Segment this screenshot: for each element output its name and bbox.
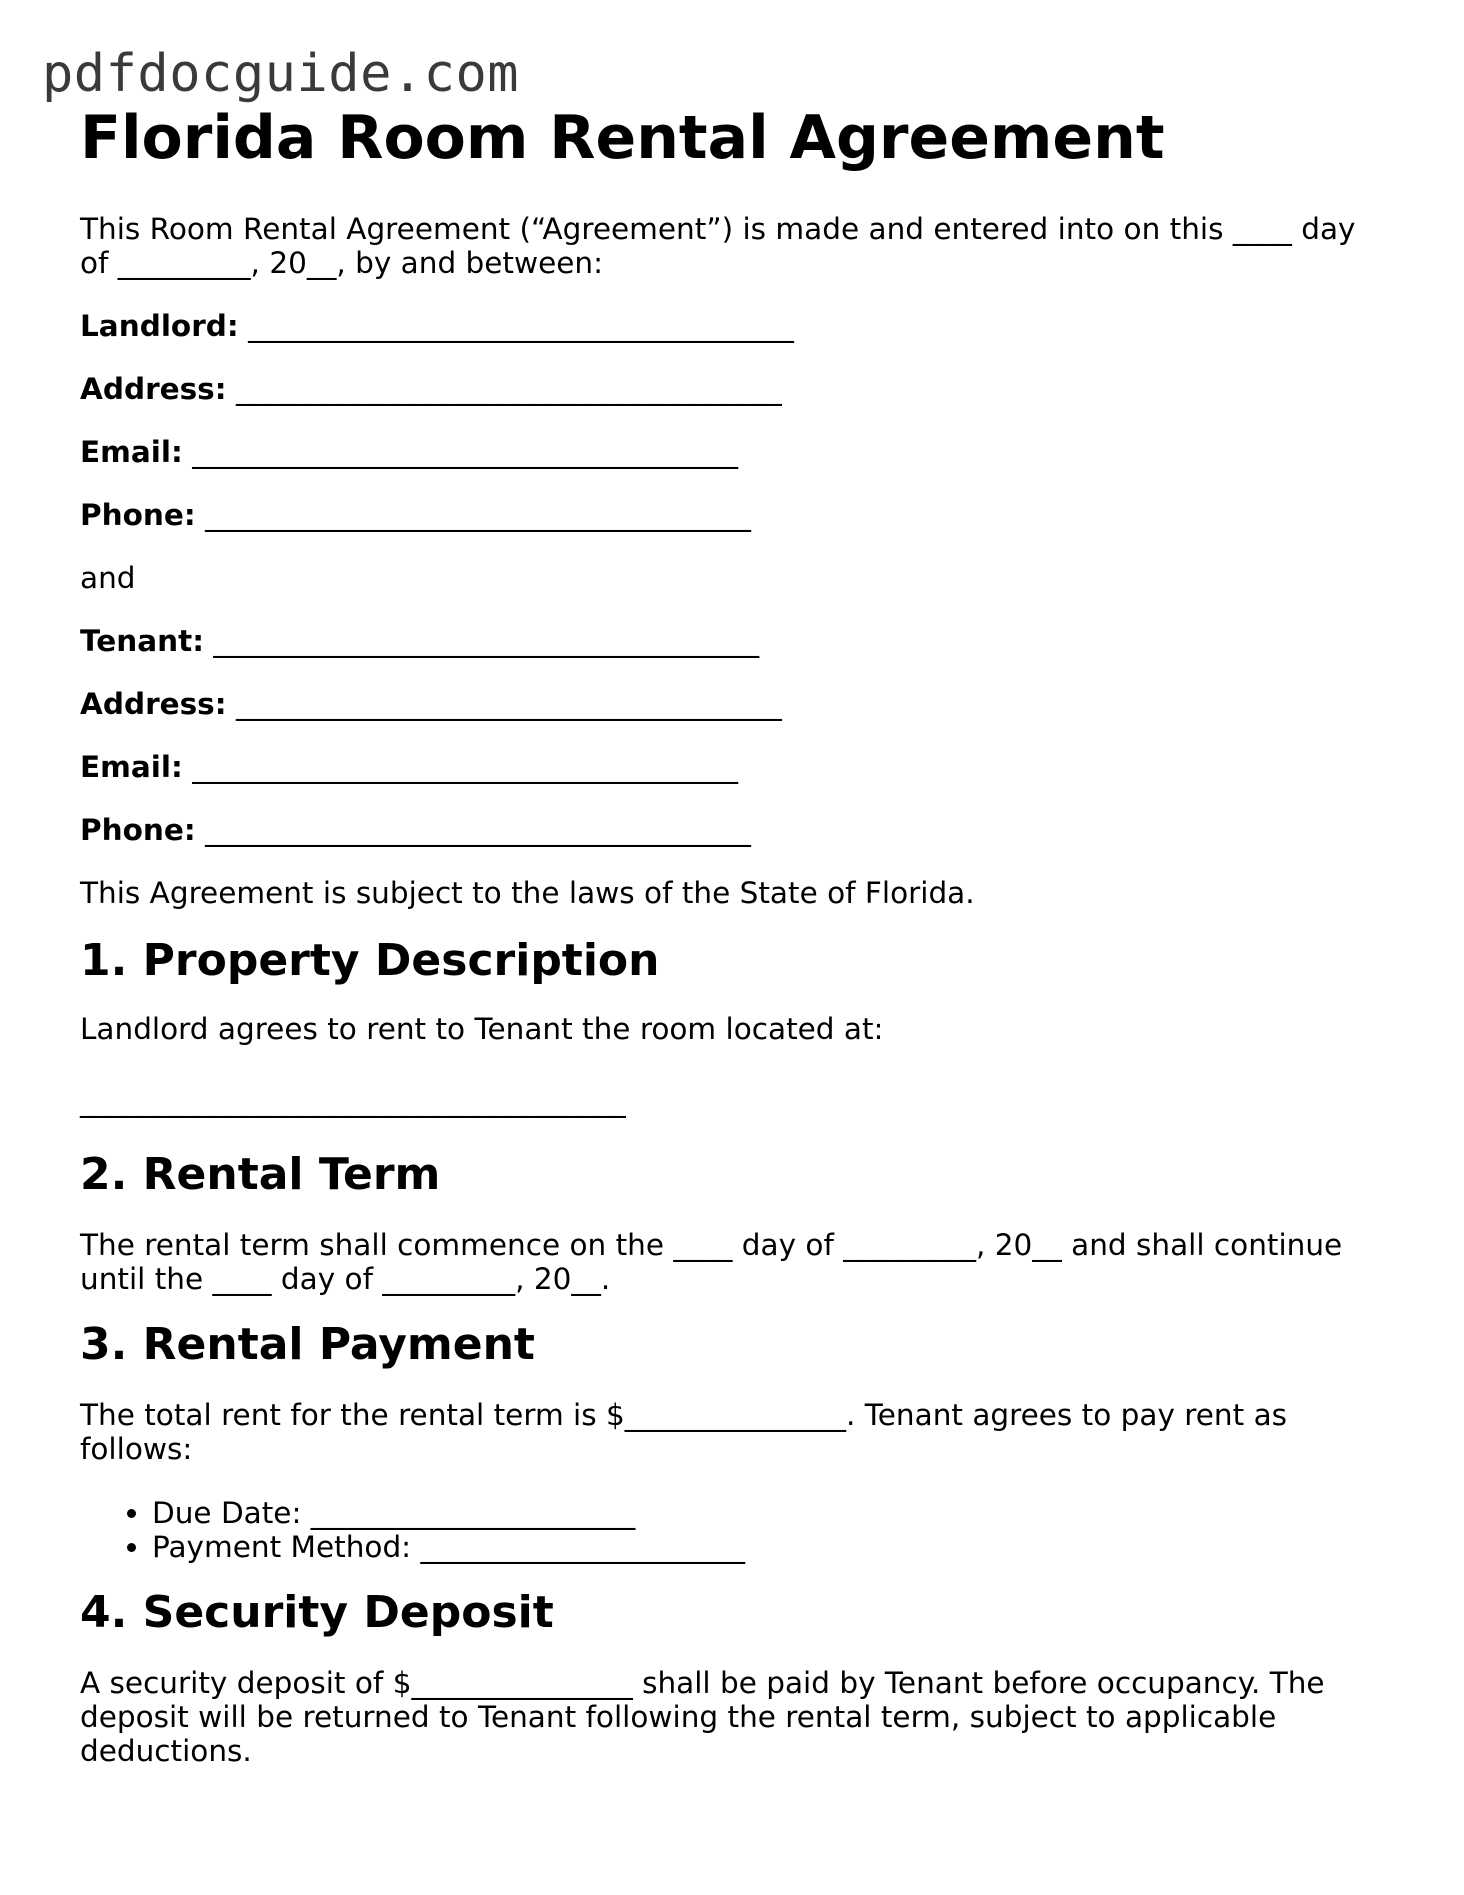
landlord-email-field <box>80 435 1380 469</box>
property-text: Landlord agrees to rent to Tenant the room located at: <box>80 1012 884 1046</box>
payment-text: The total rent for the rental term is $_______________. Tenant agrees to pay rent as follows: <box>80 1398 1288 1466</box>
tenant-phone-field <box>80 813 1380 847</box>
section-heading-payment: 3. Rental Payment <box>80 1319 535 1370</box>
fill-blank: _____________________________________ <box>213 624 760 658</box>
list-item-due-date: • Due Date: ______________________ <box>152 1496 1380 1530</box>
fill-blank: _____________________________________ <box>235 687 782 721</box>
fill-blank: _____________________________________ <box>205 813 751 847</box>
tenant-email-field <box>80 750 1380 784</box>
watermark: pdfdocguide.com <box>42 44 520 104</box>
field-label: Address: <box>80 372 227 406</box>
field-label: Email: <box>80 435 183 469</box>
field-label: Phone: <box>80 813 196 847</box>
tenant-name-field <box>80 624 1380 658</box>
field-label: Landlord: <box>80 309 239 343</box>
fill-blank: _____________________________________ <box>248 309 794 343</box>
section-heading-property: 1. Property Description <box>80 935 660 986</box>
fill-blank: _____________________________________ <box>192 750 738 784</box>
payment-terms-list <box>80 1496 1380 1564</box>
section-heading-term: 2. Rental Term <box>80 1149 441 1200</box>
deposit-text: A security deposit of $_______________ shall be paid by Tenant before occupancy. The deposit will be returned to Tenant following the rental term, subject to applicable deductions. <box>80 1666 1325 1768</box>
field-label: Email: <box>80 750 183 784</box>
landlord-address-field <box>80 372 1380 406</box>
property-address-blank: _____________________________________ <box>80 1084 626 1118</box>
field-label: Address: <box>80 687 227 721</box>
tenant-address-field <box>80 687 1380 721</box>
fill-blank: _____________________________________ <box>192 435 738 469</box>
governing-law-text: This Agreement is subject to the laws of the State of Florida. <box>80 876 975 910</box>
section-heading-deposit: 4. Security Deposit <box>80 1587 554 1638</box>
landlord-phone-field <box>80 498 1380 532</box>
document-title: Florida Room Rental Agreement <box>80 103 1165 173</box>
fill-blank: _____________________________________ <box>235 372 782 406</box>
fill-blank: _____________________________________ <box>205 498 751 532</box>
list-item-payment-method: • Payment Method: ______________________ <box>152 1530 1380 1564</box>
document-body <box>80 100 1380 1768</box>
intro-paragraph: This Room Rental Agreement (“Agreement”) is made and entered into on this ____ day of _________, 20__, by and between: <box>80 212 1356 280</box>
and-text: and <box>80 561 136 595</box>
field-label: Phone: <box>80 498 196 532</box>
field-label: Tenant: <box>80 624 205 658</box>
landlord-name-field <box>80 309 1380 343</box>
term-text: The rental term shall commence on the ____ day of _________, 20__ and shall continue until the ____ day of _________, 20__. <box>80 1228 1343 1296</box>
